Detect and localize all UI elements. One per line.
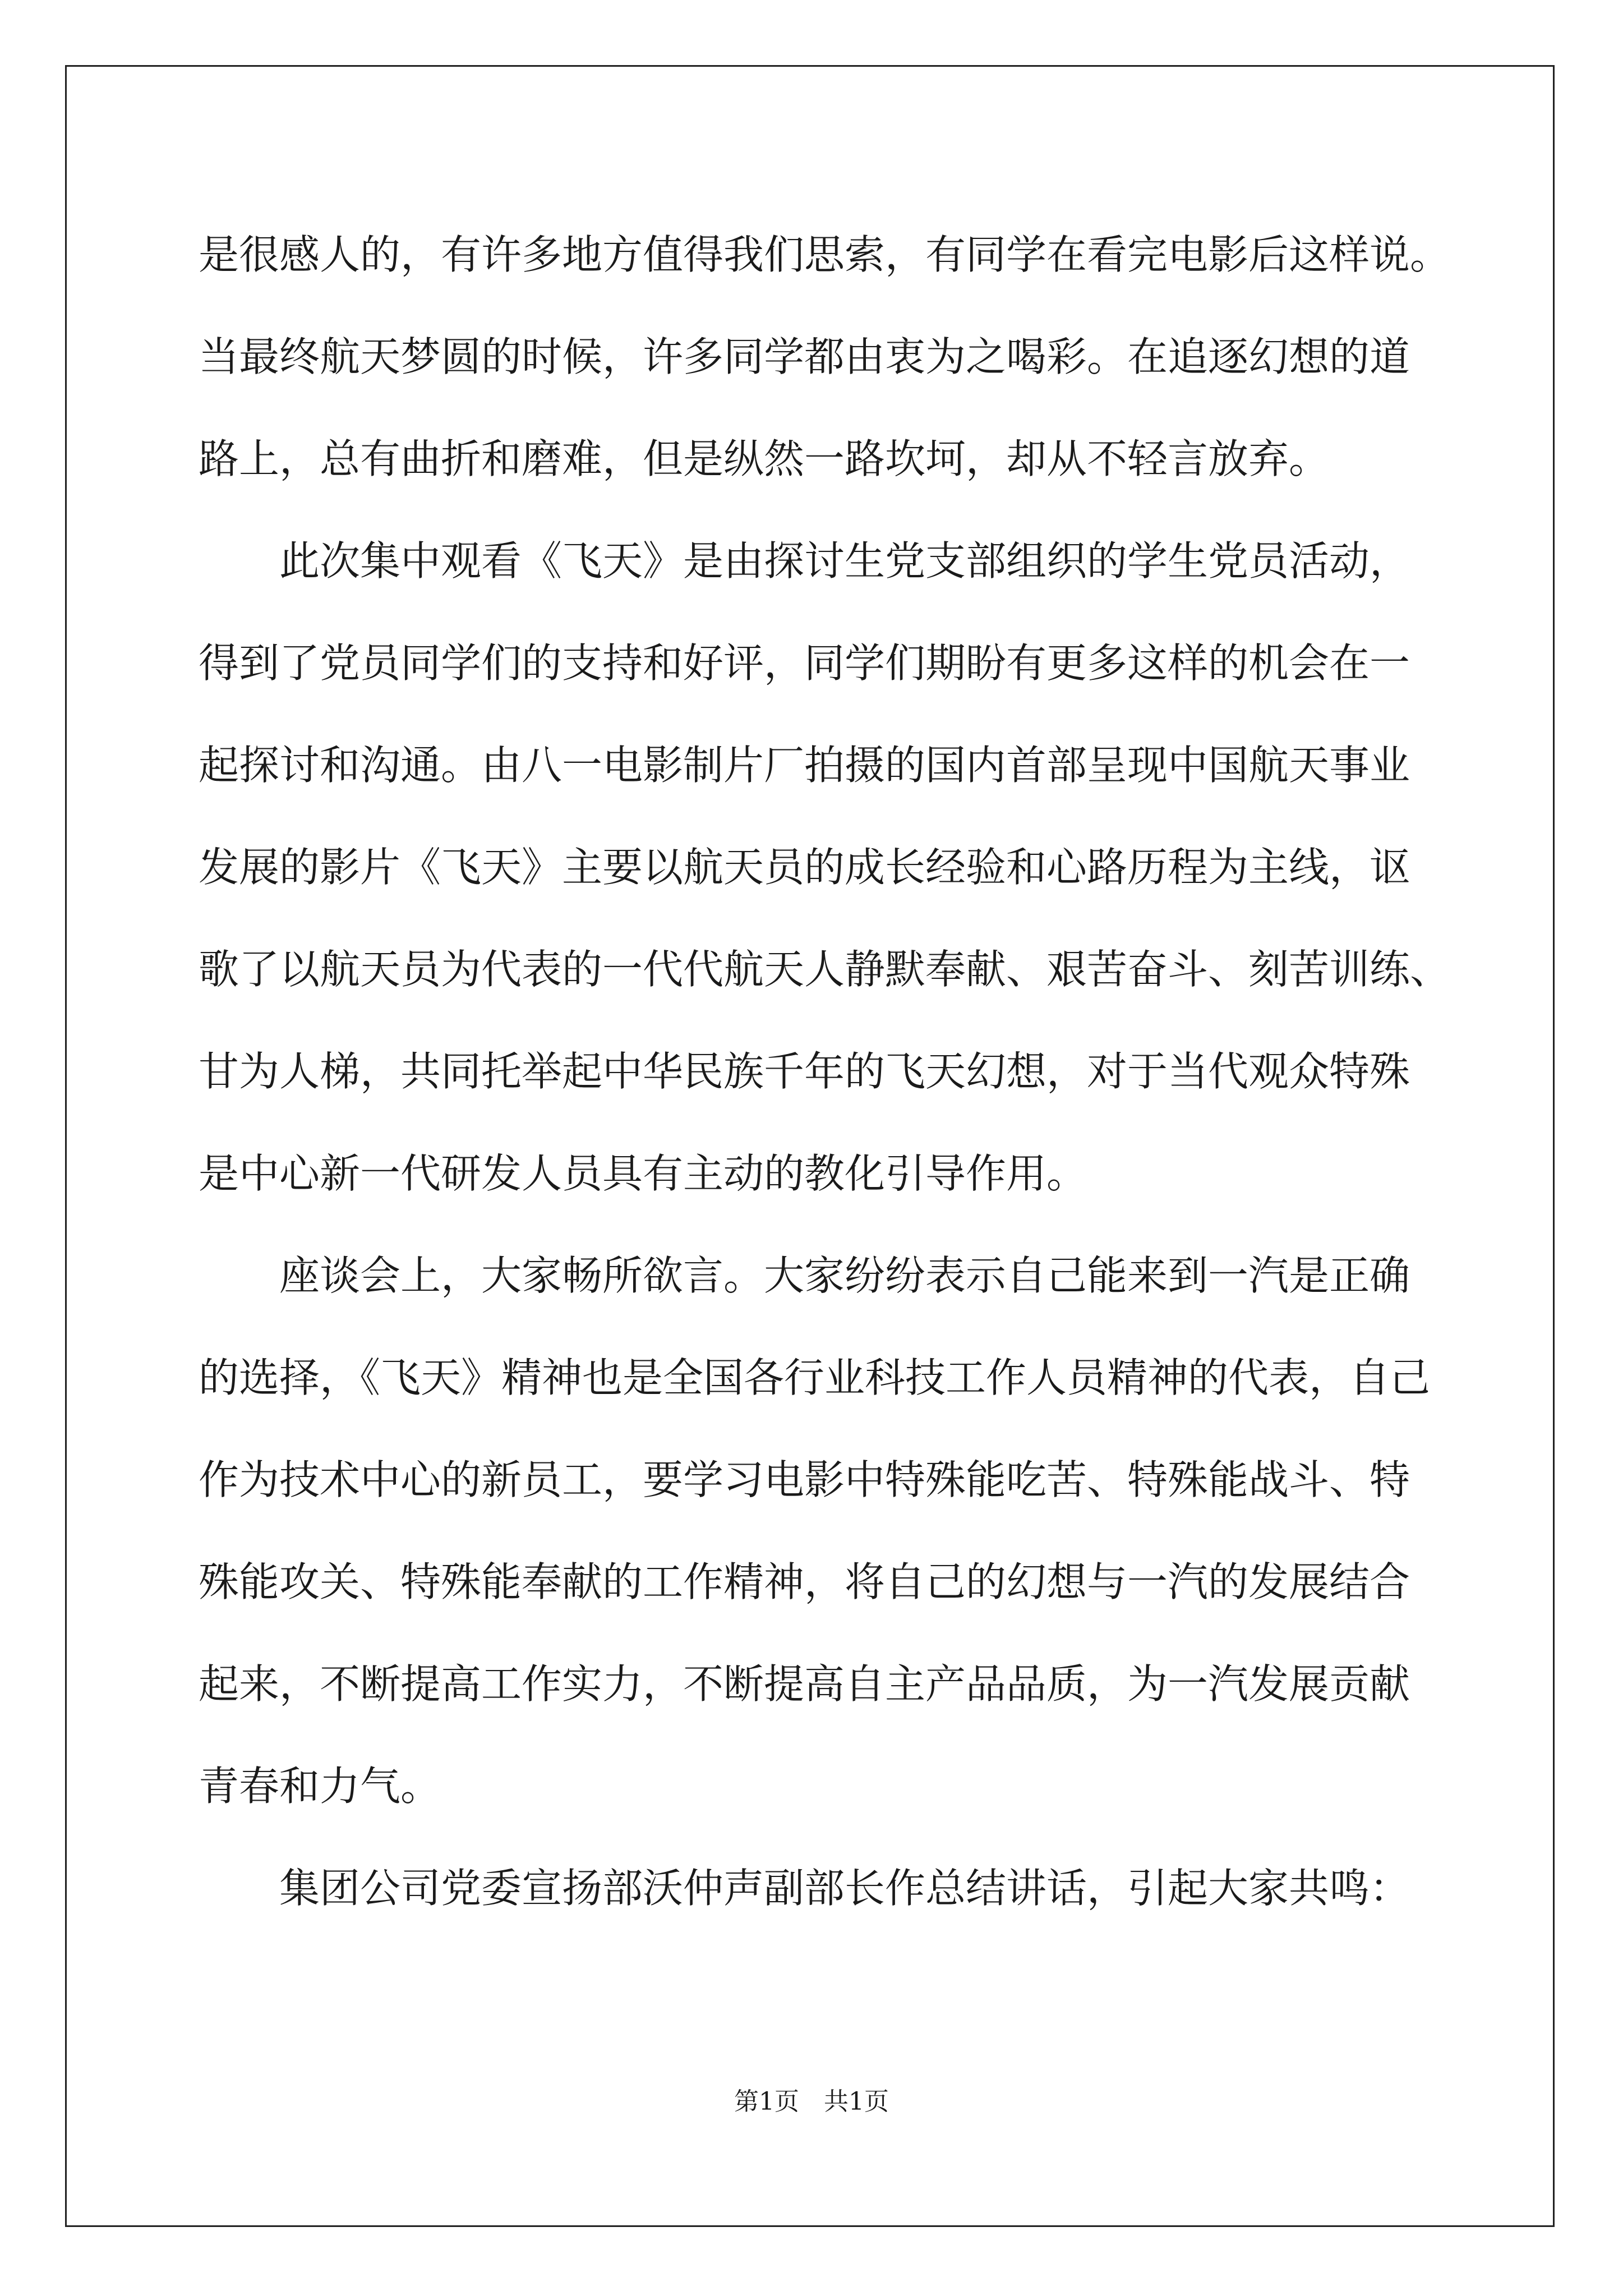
text-line: 作为技术中心的新员工，要学习电影中特殊能吃苦、特殊能战斗、特 — [199, 1456, 1410, 1503]
document-body — [199, 204, 1451, 1939]
paragraph-start-line: 集团公司党委宣扬部沃仲声副部长作总结讲话，引起大家共鸣： — [279, 1865, 1410, 1912]
paragraph-start-line: 此次集中观看《飞天》是由探讨生党支部组织的学生党员活动， — [279, 537, 1410, 585]
text-line: 的选择，《飞天》精神也是全国各行业科技工作人员精神的代表，自己 — [199, 1354, 1431, 1401]
text-line: 得到了党员同学们的支持和好评，同学们期盼有更多这样的机会在一 — [199, 639, 1410, 687]
text-line: 歌了以航天员为代表的一代代航天人静默奉献、艰苦奋斗、刻苦训练、 — [199, 946, 1451, 993]
text-line: 起来，不断提高工作实力，不断提高自主产品品质，为一汽发展贡献 — [199, 1660, 1410, 1708]
text-line: 甘为人梯，共同托举起中华民族千年的飞天幻想，对于当代观众特殊 — [199, 1048, 1410, 1095]
paragraph-start-line: 座谈会上，大家畅所欲言。大家纷纷表示自己能来到一汽是正确 — [279, 1252, 1410, 1299]
text-line: 是很感人的，有许多地方值得我们思索，有同学在看完电影后这样说。 — [199, 231, 1451, 278]
text-line: 当最终航天梦圆的时候，许多同学都由衷为之喝彩。在追逐幻想的道 — [199, 333, 1410, 380]
text-line: 青春和力气。 — [199, 1763, 441, 1810]
text-line: 发展的影片《飞天》主要以航天员的成长经验和心路历程为主线，讴 — [199, 844, 1410, 891]
text-line: 是中心新一代研发人员具有主动的教化引导作用。 — [199, 1150, 1087, 1197]
page-number-label: 第1页 共1页 — [734, 2087, 889, 2116]
page-footer — [0, 2081, 1623, 2117]
text-line: 路上，总有曲折和磨难，但是纵然一路坎坷，却从不轻言放弃。 — [199, 435, 1330, 482]
text-line: 起探讨和沟通。由八一电影制片厂拍摄的国内首部呈现中国航天事业 — [199, 742, 1410, 789]
text-line: 殊能攻关、特殊能奉献的工作精神，将自己的幻想与一汽的发展结合 — [199, 1558, 1410, 1605]
